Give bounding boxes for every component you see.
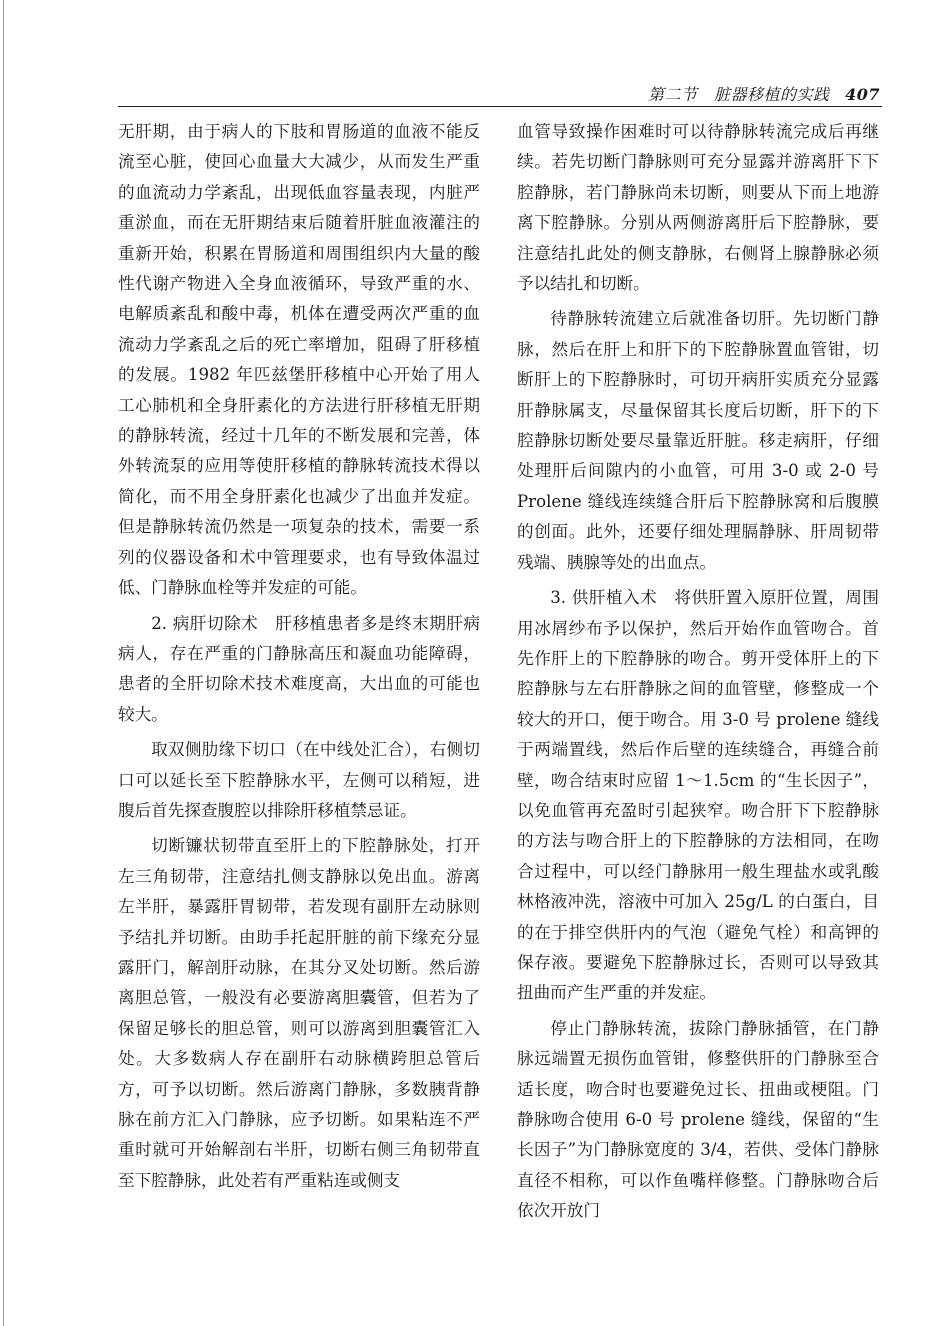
page-number: 407 <box>845 85 880 104</box>
paragraph: 2. 病肝切除术 肝移植患者多是终末期肝病病人，存在严重的门静脉高压和凝血功能障碍，患者的全肝切除术技术难度高，大出血的可能也较大。 <box>118 613 480 724</box>
paragraph: 无肝期，由于病人的下肢和胃肠道的血液不能反流至心脏，使回心血量大大减少，从而发生严重的血流动力学紊乱，出现低血容量表现，内脏严重淤血，而在无肝期结束后随着肝脏血液灌注的重新开始，积累在胃肠道和周围组织内大量的酸性代谢产物进入全身血液循环，导致严重的水、电解质紊乱和酸中毒，机体在遭受两次严重的血流动力学紊乱之后的死亡率增加，阻碍了肝移植的发展。1982 年匹兹堡肝移植中心开始了用人工心肺机和全身肝素化的方法进行肝移植无肝期的静脉转流，经过十几年的不断发展和完善，体外转流泵的应用等使肝移植的静脉转流技术得以简化，而不用全身肝素化也减少了出血并发症。但是静脉转流仍然是一项复杂的技术，需要一系列的仪器设备和术中管理要求，也有导致体温过低、门静脉血栓等并发症的可能。 <box>118 122 480 598</box>
right-column <box>517 117 879 1232</box>
paragraph: 血管导致操作困难时可以待静脉转流完成后再继续。若先切断门静脉则可充分显露并游离肝下下腔静脉，若门静脉尚未切断，则要从下而上地游离下腔静脉。分别从两侧游离肝后下腔静脉，要注意结扎此处的侧支静脉，右侧肾上腺静脉必须予以结扎和切断。 <box>517 122 879 294</box>
paragraph: 切断镰状韧带直至肝上的下腔静脉处，打开左三角韧带，注意结扎侧支静脉以免出血。游离左半肝，暴露肝胃韧带，若发现有副肝左动脉则予结扎并切断。由助手托起肝脏的前下缘充分显露肝门，解剖肝动脉，在其分叉处切断。然后游离胆总管，一般没有必要游离胆囊管，但若为了保留足够长的胆总管，则可以游离到胆囊管汇入处。大多数病人存在副肝右动脉横跨胆总管后方，可予以切断。然后游离门静脉，多数胰背静脉在前方汇入门静脉，应予切断。如果粘连不严重时就可开始解剖右半肝，切断右侧三角韧带直至下腔静脉，此处若有严重粘连或侧支 <box>118 836 480 1190</box>
section-title: 第二节 脏器移植的实践 <box>647 85 830 104</box>
header-inner <box>648 82 880 105</box>
paragraph: 待静脉转流建立后就准备切肝。先切断门静脉，然后在肝上和肝下的下腔静脉置血管钳，切断肝上的下腔静脉时，可切开病肝实质充分显露肝静脉属支，尽量保留其长度后切断，肝下的下腔静脉切断处要尽量靠近肝脏。移走病肝，仔细处理肝后间隙内的小血管，可用 3-0 或 2-0 号 Prolene 缝线连续缝合肝后下腔静脉窝和后腹膜的创面。此外，还要仔细处理膈静脉、肝周韧带残端、胰腺等处的出血点。 <box>517 309 879 572</box>
paragraph: 3. 供肝植入术 将供肝置入原肝位置，周围用冰屑纱布予以保护，然后开始作血管吻合。首先作肝上的下腔静脉的吻合。剪开受体肝上的下腔静脉与左右肝静脉之间的血管壁，修整成一个较大的开口，便于吻合。用 3-0 号 prolene 缝线于两端置线，然后作后壁的连续缝合，再缝合前壁，吻合结束时应留 1～1.5cm 的“生长因子”，以免血管再充盈时引起狭窄。吻合肝下下腔静脉的方法与吻合肝上的下腔静脉的方法相同，在吻合过程中，可以经门静脉用一般生理盐水或乳酸林格液冲洗，溶液中可加入 25g/L 的白蛋白，目的在于排空供肝内的气泡（避免气栓）和高钾的保存液。要避免下腔静脉过长，否则可以导致其扭曲而产生严重的并发症。 <box>517 588 879 1003</box>
left-column <box>118 117 480 1201</box>
running-header <box>118 80 882 107</box>
paragraph: 取双侧肋缘下切口（在中线处汇合），右侧切口可以延长至下腔静脉水平，左侧可以稍短，进腹后首先探查腹腔以排除肝移植禁忌证。 <box>118 740 480 820</box>
paragraph: 停止门静脉转流，拔除门静脉插管，在门静脉远端置无损伤血管钳，修整供肝的门静脉至合适长度，吻合时也要避免过长、扭曲或梗阻。门静脉吻合使用 6-0 号 prolene 缝线，保留的“生长因子”为门静脉宽度的 3/4，若供、受体门静脉直径不相称，可以作鱼嘴样修整。门静脉吻合后依次开放门 <box>517 1018 879 1221</box>
page-edge-line <box>3 0 4 1326</box>
